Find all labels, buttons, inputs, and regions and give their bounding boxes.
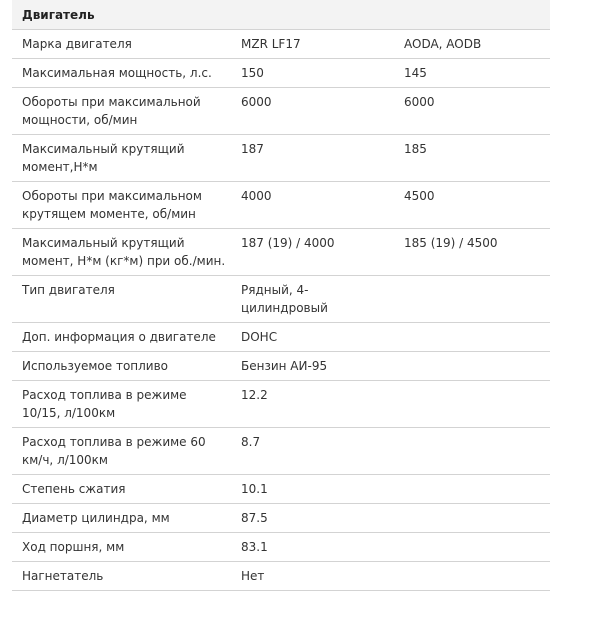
spec-label: Диаметр цилиндра, мм — [12, 504, 232, 533]
table-row — [12, 323, 550, 352]
engine-spec-table — [12, 0, 550, 591]
table-row — [12, 59, 550, 88]
spec-label: Максимальный крутящий момент,Н*м — [12, 135, 232, 182]
table-row — [12, 533, 550, 562]
spec-value-1: 150 — [232, 59, 395, 88]
spec-value-1: 8.7 — [232, 428, 395, 475]
spec-value-1: 12.2 — [232, 381, 395, 428]
spec-label: Тип двигателя — [12, 276, 232, 323]
spec-label: Максимальный крутящий момент, Н*м (кг*м) при об./мин. — [12, 229, 232, 276]
spec-label: Обороты при максимальной мощности, об/мин — [12, 88, 232, 135]
spec-value-1: 83.1 — [232, 533, 395, 562]
spec-value-1: 187 (19) / 4000 — [232, 229, 395, 276]
table-row — [12, 276, 550, 323]
spec-value-2: 185 (19) / 4500 — [395, 229, 550, 276]
spec-value-2: 185 — [395, 135, 550, 182]
table-row — [12, 30, 550, 59]
spec-value-1: 10.1 — [232, 475, 395, 504]
spec-label: Максимальная мощность, л.с. — [12, 59, 232, 88]
table-row — [12, 562, 550, 591]
spec-value-2: 6000 — [395, 88, 550, 135]
spec-value-2 — [395, 323, 550, 352]
spec-value-2 — [395, 381, 550, 428]
spec-value-2 — [395, 504, 550, 533]
spec-label: Доп. информация о двигателе — [12, 323, 232, 352]
spec-value-2: AODA, AODB — [395, 30, 550, 59]
spec-value-1: 6000 — [232, 88, 395, 135]
spec-label: Ход поршня, мм — [12, 533, 232, 562]
spec-value-2 — [395, 475, 550, 504]
spec-value-2: 145 — [395, 59, 550, 88]
spec-value-2 — [395, 352, 550, 381]
spec-label: Степень сжатия — [12, 475, 232, 504]
spec-label: Расход топлива в режиме 10/15, л/100км — [12, 381, 232, 428]
spec-label: Обороты при максимальном крутящем моменте, об/мин — [12, 182, 232, 229]
spec-value-2: 4500 — [395, 182, 550, 229]
table-row — [12, 352, 550, 381]
table-row — [12, 88, 550, 135]
table-row — [12, 428, 550, 475]
spec-label: Используемое топливо — [12, 352, 232, 381]
spec-label: Расход топлива в режиме 60 км/ч, л/100км — [12, 428, 232, 475]
table-row — [12, 475, 550, 504]
section-header — [12, 0, 550, 30]
section-title: Двигатель — [12, 0, 550, 30]
spec-value-1: Бензин АИ-95 — [232, 352, 395, 381]
spec-value-1: MZR LF17 — [232, 30, 395, 59]
spec-value-2 — [395, 276, 550, 323]
spec-value-1: 4000 — [232, 182, 395, 229]
spec-value-2 — [395, 533, 550, 562]
spec-value-1: DOHC — [232, 323, 395, 352]
table-row — [12, 381, 550, 428]
table-row — [12, 229, 550, 276]
table-row — [12, 135, 550, 182]
table-row — [12, 182, 550, 229]
spec-label: Нагнетатель — [12, 562, 232, 591]
spec-value-1: 187 — [232, 135, 395, 182]
spec-value-1: Рядный, 4-цилиндровый — [232, 276, 395, 323]
spec-value-1: Нет — [232, 562, 395, 591]
spec-value-2 — [395, 562, 550, 591]
spec-value-1: 87.5 — [232, 504, 395, 533]
spec-label: Марка двигателя — [12, 30, 232, 59]
spec-value-2 — [395, 428, 550, 475]
table-row — [12, 504, 550, 533]
